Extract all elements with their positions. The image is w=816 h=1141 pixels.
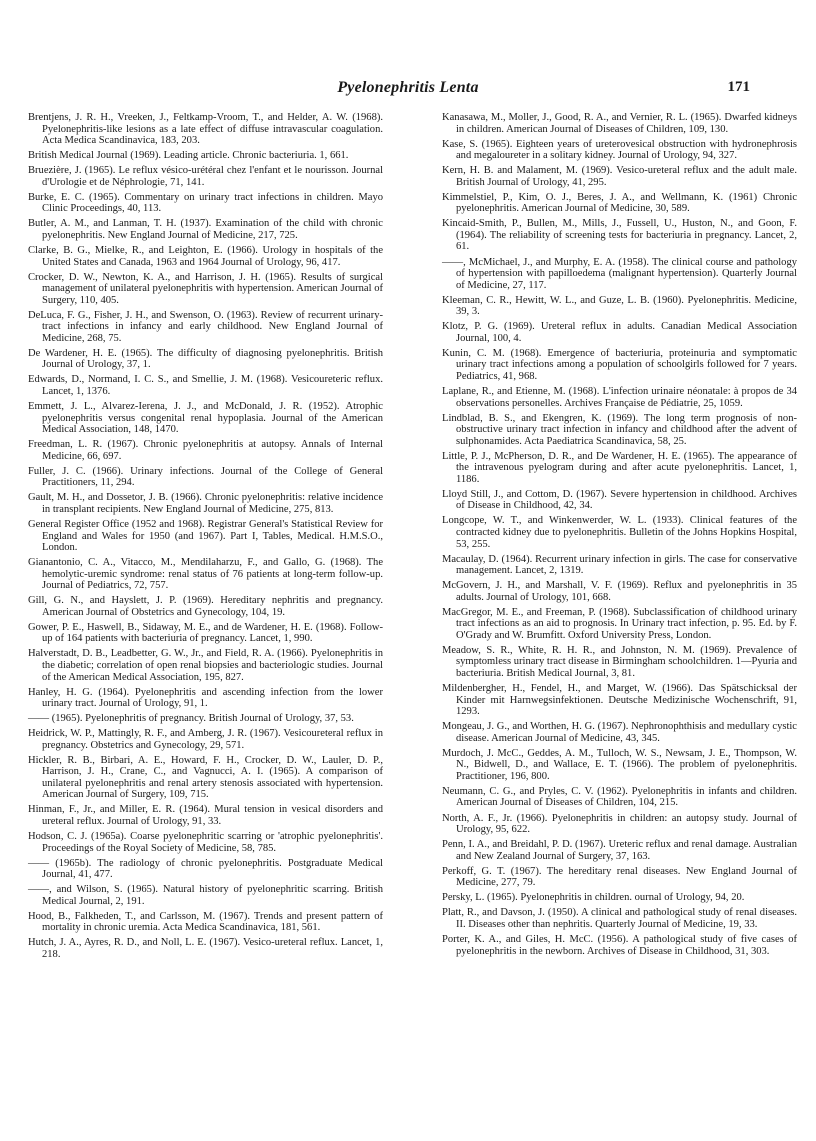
reference-entry: Lloyd Still, J., and Cottom, D. (1967). Severe hypertension in childhood. Archives of Disease in Childhood, 42, 34. [442, 488, 797, 512]
reference-entry: Crocker, D. W., Newton, K. A., and Harrison, J. H. (1965). Results of surgical management of unilateral pyelonephritis with hypertension. American Journal of Surgery, 110, 405. [28, 271, 383, 306]
reference-entry: Butler, A. M., and Lanman, T. H. (1937). Examination of the child with chronic pyelonephritis. New England Journal of Medicine, 217, 725. [28, 218, 383, 241]
reference-entry: Longcope, W. T., and Winkenwerder, W. L. (1933). Clinical features of the contracted kidney due to pyelonephritis. Bulletin of the Johns Hopkins Hospital, 53, 255. [442, 515, 797, 550]
reference-entry: Bruezière, J. (1965). Le reflux vésico-urétéral chez l'enfant et le nourisson. Journal d'Urologie et de Néphrologie, 71, 141. [28, 165, 383, 188]
reference-entry: Porter, K. A., and Giles, H. McC. (1956). A pathological study of five cases of pyelonephritis in the newborn. Archives of Disease in Childhood, 31, 303. [442, 933, 797, 957]
running-title: Pyelonephritis Lenta [337, 79, 479, 96]
reference-entry: Perkoff, G. T. (1967). The hereditary renal diseases. New England Journal of Medicine, 277, 79. [442, 865, 797, 889]
reference-entry: DeLuca, F. G., Fisher, J. H., and Swenson, O. (1963). Review of recurrent urinary-tract infections in infancy and early childhood. New England Journal of Medicine, 268, 75. [28, 309, 383, 344]
reference-entry: Murdoch, J. McC., Geddes, A. M., Tulloch, W. S., Newsam, J. E., Thompson, W. N., Bidwell, D., and Wallace, E. T. (1966). The problem of pyelonephritis. Practitioner, 196, 800. [442, 747, 797, 782]
reference-entry: Lindblad, B. S., and Ekengren, K. (1969). The long term prognosis of non-obstructive urinary tract infection in infancy and childhood after the advent of sulphonamides. Acta Paediatrica Scandinavica, 58, 25. [442, 412, 797, 447]
page-number: 171 [727, 79, 750, 95]
reference-entry: Emmett, J. L., Alvarez-Ierena, J. J., and McDonald, J. R. (1952). Atrophic pyelonephritis versus congenital renal hypoplasia. Journal of the American Medical Association, 148, 1470. [28, 401, 383, 436]
reference-entry: Little, P. J., McPherson, D. R., and De Wardener, H. E. (1965). The appearance of the intravenous pyelogram during and after acute pyelonephritis. Lancet, 1, 1186. [442, 450, 797, 485]
reference-entry: Edwards, D., Normand, I. C. S., and Smellie, J. M. (1968). Vesicoureteric reflux. Lancet, 1, 1376. [28, 374, 383, 397]
reference-entry: Hinman, F., Jr., and Miller, E. R. (1964). Mural tension in vesical disorders and ureteral reflux. Journal of Urology, 91, 33. [28, 804, 383, 828]
reference-entry: Gianantonio, C. A., Vitacco, M., Mendilaharzu, F., and Gallo, G. (1968). The hemolytic-uremic syndrome: renal status of 76 patients at long-term follow-up. Journal of Pediatrics, 72, 757. [28, 557, 383, 592]
reference-entry: Mildenbergher, H., Fendel, H., and Marget, W. (1966). Das Spätschicksal der Kinder mit Harnwegsinfektionen. Deutsche Medizinische Wochenschrift, 91, 1293. [442, 683, 797, 718]
reference-entry: Heidrick, W. P., Mattingly, R. F., and Amberg, J. R. (1967). Vesicoureteral reflux in pregnancy. Obstetrics and Gynecology, 29, 571. [28, 728, 383, 751]
reference-entry: ——, and Wilson, S. (1965). Natural history of pyelonephritic scarring. British Medical Journal, 2, 191. [28, 884, 383, 907]
reference-entry: Platt, R., and Davson, J. (1950). A clinical and pathological study of renal diseases. II. Diseases other than nephritis. Quarterly Journal of Medicine, 19, 33. [442, 907, 797, 930]
reference-entry: Burke, E. C. (1965). Commentary on urinary tract infections in children. Mayo Clinic Proceedings, 40, 113. [28, 191, 383, 215]
reference-entry: Kanasawa, M., Moller, J., Good, R. A., and Vernier, R. L. (1965). Dwarfed kidneys in children. American Journal of Diseases of Children, 109, 130. [442, 112, 797, 135]
reference-entry: Laplane, R., and Etienne, M. (1968). L'infection urinaire néonatale: à propos de 34 observations personelles. Archives Française de Pédiatrie, 25, 1059. [442, 385, 797, 409]
reference-entry: Kern, H. B. and Malament, M. (1969). Vesico-ureteral reflux and the adult male. British Journal of Urology, 41, 295. [442, 165, 797, 188]
reference-entry: Neumann, C. G., and Pryles, C. V. (1962). Pyelonephritis in infants and children. American Journal of Diseases of Children, 104, 215. [442, 785, 797, 809]
reference-entry: Kimmelstiel, P., Kim, O. J., Beres, J. A., and Wellmann, K. (1961) Chronic pyelonephritis. American Journal of Medicine, 30, 589. [442, 191, 797, 215]
reference-entry: —— (1965b). The radiology of chronic pyelonephritis. Postgraduate Medical Journal, 41, 477. [28, 857, 383, 881]
reference-entry: Hutch, J. A., Ayres, R. D., and Noll, L. E. (1967). Vesico-ureteral reflux. Lancet, 1, 218. [28, 937, 383, 960]
reference-entry: Penn, I. A., and Breidahl, P. D. (1967). Ureteric reflux and renal damage. Australian and New Zealand Journal of Surgery, 37, 163. [442, 839, 797, 862]
reference-entry: Mongeau, J. G., and Worthen, H. G. (1967). Nephronophthisis and medullary cystic disease. American Journal of Medicine, 43, 345. [442, 721, 797, 744]
reference-entry: Kase, S. (1965). Eighteen years of ureterovesical obstruction with hydronephrosis and megaloureter in a solitary kidney. Journal of Urology, 94, 327. [442, 138, 797, 162]
reference-entry: Gower, P. E., Haswell, B., Sidaway, M. E., and de Wardener, H. E. (1968). Follow-up of 164 patients with bacteriuria of pregnancy. Lancet, 1, 990. [28, 621, 383, 645]
reference-entry: ——, McMichael, J., and Murphy, E. A. (1958). The clinical course and pathology of hypertension with papilloedema (malignant hypertension). Quarterly Journal of Medicine, 27, 117. [442, 256, 797, 291]
reference-entry: Persky, L. (1965). Pyelonephritis in children. ournal of Urology, 94, 20. [442, 892, 745, 904]
reference-entry: Hood, B., Falkheden, T., and Carlsson, M. (1967). Trends and present pattern of mortality in chronic uremia. Acta Medica Scandinavica, 181, 561. [28, 910, 383, 934]
reference-entry: —— (1965). Pyelonephritis of pregnancy. British Journal of Urology, 37, 53. [28, 713, 354, 725]
reference-entry: Hanley, H. G. (1964). Pyelonephritis and ascending infection from the lower urinary tract. Journal of Urology, 91, 1. [28, 686, 383, 710]
reference-entry: Kincaid-Smith, P., Bullen, M., Mills, J., Fussell, U., Huston, N., and Goon, F. (1964). The reliability of screening tests for bacteriuria in pregnancy. Lancet, 2, 61. [442, 218, 797, 253]
reference-entry: Hodson, C. J. (1965a). Coarse pyelonephritic scarring or 'atrophic pyelonephritis'. Proceedings of the Royal Society of Medicine, 58, 785. [28, 831, 383, 854]
reference-entry: Klotz, P. G. (1969). Ureteral reflux in adults. Canadian Medical Association Journal, 100, 4. [442, 321, 797, 344]
reference-entry: MacGregor, M. E., and Freeman, P. (1968). Subclassification of childhood urinary tract infections as an aid to prognosis. In Urinary tract infection, p. 95. Ed. by F. O'Grady and W. Brumfitt. Oxford University Press, London. [442, 606, 797, 641]
reference-entry: General Register Office (1952 and 1968). Registrar General's Statistical Review for England and Wales for 1950 (and 1967). Part I, Tables, Medical. H.M.S.O., London. [28, 518, 383, 554]
reference-entry: Kleeman, C. R., Hewitt, W. L., and Guze, L. B. (1960). Pyelonephritis. Medicine, 39, 3. [442, 294, 797, 318]
reference-entry: Clarke, B. G., Mielke, R., and Leighton, E. (1966). Urology in hospitals of the United States and Canada, 1963 and 1964 Journal of Urology, 96, 417. [28, 244, 383, 268]
reference-entry: Brentjens, J. R. H., Vreeken, J., Feltkamp-Vroom, T., and Helder, A. W. (1968). Pyelonephritis-like lesions as a late effect of diffuse intravascular coagulation. Acta Medica Scandinavica, 183, 203. [28, 112, 383, 147]
reference-entry: Gill, G. N., and Hayslett, J. P. (1969). Hereditary nephritis and pregnancy. American Journal of Obstetrics and Gynecology, 104, 19. [28, 595, 383, 618]
reference-entry: McGovern, J. H., and Marshall, V. F. (1969). Reflux and pyelonephritis in 35 adults. Journal of Urology, 101, 668. [442, 580, 797, 603]
references-left-column [28, 112, 383, 964]
reference-entry: Meadow, S. R., White, R. H. R., and Johnston, N. M. (1969). Prevalence of symptomless urinary tract disease in Birmingham schoolchildren. 1—Pyuria and bacteriuria. British Medical Journal, 3, 81. [442, 644, 797, 680]
reference-entry: Kunin, C. M. (1968). Emergence of bacteriuria, proteinuria and symptomatic urinary tract infections among a population of schoolgirls followed for 7 years. Pediatrics, 41, 968. [442, 347, 797, 382]
reference-entry: Hickler, R. B., Birbari, A. E., Howard, F. H., Crocker, D. W., Lauler, D. P., Harrison, J. H., Crane, C., and Vagnucci, A. I. (1965). A comparison of unilateral pyelonephritis and renal artery stenosis associated with hypertension. American Journal of Surgery, 109, 715. [28, 754, 383, 801]
references-right-column [442, 112, 797, 961]
reference-entry: Halverstadt, D. B., Leadbetter, G. W., Jr., and Field, R. A. (1966). Pyelonephritis in the diabetic; correlation of open renal biopsies and bacteriologic studies. Journal of the American Medical Association, 195, 827. [28, 648, 383, 683]
reference-entry: British Medical Journal (1969). Leading article. Chronic bacteriuria. 1, 661. [28, 150, 349, 162]
reference-entry: North, A. F., Jr. (1966). Pyelonephritis in children: an autopsy study. Journal of Urology, 95, 622. [442, 812, 797, 836]
reference-entry: De Wardener, H. E. (1965). The difficulty of diagnosing pyelonephritis. British Journal of Urology, 37, 1. [28, 347, 383, 371]
reference-entry: Macaulay, D. (1964). Recurrent urinary infection in girls. The case for conservative management. Lancet, 2, 1319. [442, 553, 797, 577]
reference-entry: Fuller, J. C. (1966). Urinary infections. Journal of the College of General Practitioners, 11, 294. [28, 465, 383, 489]
reference-entry: Gault, M. H., and Dossetor, J. B. (1966). Chronic pyelonephritis: relative incidence in transplant recipients. New England Journal of Medicine, 275, 813. [28, 492, 383, 515]
reference-entry: Freedman, L. R. (1967). Chronic pyelonephritis at autopsy. Annals of Internal Medicine, 66, 697. [28, 439, 383, 462]
